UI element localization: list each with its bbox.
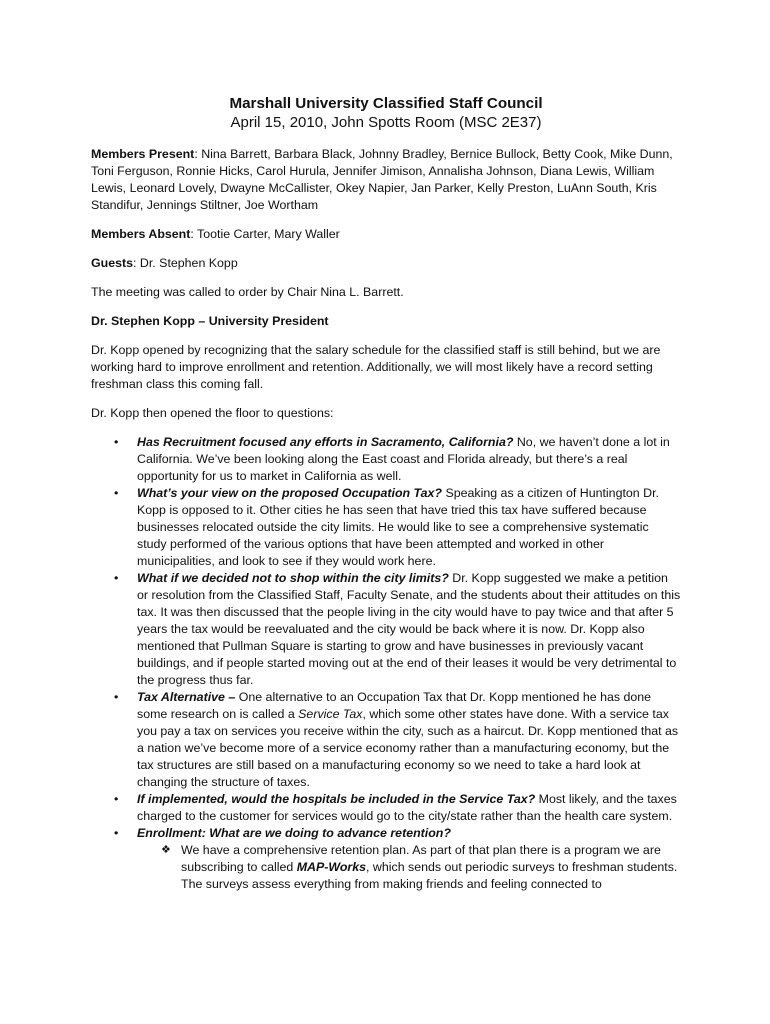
guests-list: : Dr. Stephen Kopp bbox=[133, 256, 238, 270]
question-text: What if we decided not to shop within the city limits? bbox=[137, 571, 449, 585]
list-item bbox=[91, 825, 681, 893]
list-item bbox=[91, 434, 681, 485]
document-body bbox=[91, 94, 681, 893]
members-absent-list: : Tootie Carter, Mary Waller bbox=[190, 227, 340, 241]
members-absent bbox=[91, 226, 681, 243]
section-heading: Dr. Stephen Kopp – University President bbox=[91, 314, 329, 328]
map-works-term: MAP-Works bbox=[296, 860, 367, 874]
answer-text: , which some other states have done. With a service tax you pay a tax on services you receive within the city, such as a haircut. Dr. Kopp mentioned that as a nation we’ve become more of a service economy rather than a manufacturing economy, but the tax structures are still based on a manufacturing economy so we need to take a hard look at changing the structure of taxes. bbox=[137, 707, 679, 789]
document-title: Marshall University Classified Staff Council bbox=[229, 95, 543, 112]
list-item bbox=[91, 791, 681, 825]
question-text: What’s your view on the proposed Occupation Tax? bbox=[137, 486, 442, 500]
answer-text: Most likely, and the taxes charged to the customer for services would go to the city/state rather than the health care system. bbox=[137, 792, 677, 823]
question-text: Has Recruitment focused any efforts in Sacramento, California? bbox=[137, 435, 514, 449]
diamond-bullet-icon: ❖ bbox=[161, 844, 171, 856]
sub-list bbox=[137, 842, 681, 893]
sub-answer-text: We have a comprehensive retention plan. As part of that plan there is a program we are subscribing to called bbox=[181, 843, 661, 874]
members-present-list: : Nina Barrett, Barbara Black, Johnny Bradley, Bernice Bullock, Betty Cook, Mike Dunn, Toni Ferguson, Ronnie Hicks, Carol Hurula, Jennifer Jimison, Annalisha Johnson, Diana Lewis, William Lewis, Leonard Lovely, Dwayne McCallister, Okey Napier, Jan Parker, Kelly Preston, LuAnn South, Kris Standifur, Jennings Stiltner, Joe Wortham bbox=[91, 147, 673, 212]
floor-paragraph: Dr. Kopp then opened the floor to questions: bbox=[91, 406, 334, 420]
answer-text: Dr. Kopp suggested we make a petition or resolution from the Classified Staff, Faculty Senate, and the students about their attitudes on this tax. It was then discussed that the people living in the city would have to pay twice and that after 5 years the tax would be reevaluated and the city would be back where it is now. Dr. Kopp also mentioned that Pullman Square is starting to grow and have businesses in previously vacant buildings, and if people started moving out at the end of their leases it would be very detrimental to the progress thus far. bbox=[137, 571, 681, 687]
answer-text: No, we haven’t done a lot in California. We’ve been looking along the East coast and Florida already, but there’s a real opportunity for us to market in California as well. bbox=[137, 435, 670, 483]
bullet-icon: • bbox=[114, 486, 119, 500]
guests-label: Guests bbox=[91, 256, 134, 270]
answer-text: One alternative to an Occupation Tax that Dr. Kopp mentioned he has done some research on is called a bbox=[137, 690, 652, 721]
service-tax-term: Service Tax bbox=[298, 707, 363, 721]
question-text: Enrollment: What are we doing to advance retention? bbox=[137, 826, 451, 840]
question-list bbox=[91, 434, 681, 893]
question-text: Tax Alternative – bbox=[137, 690, 236, 704]
members-present-label: Members Present bbox=[91, 147, 195, 161]
list-item bbox=[91, 485, 681, 570]
bullet-icon: • bbox=[114, 826, 119, 840]
guests bbox=[91, 255, 681, 272]
sub-answer-text: , which sends out periodic surveys to freshman students. The surveys assess everything from making friends and feeling connected to bbox=[181, 860, 678, 891]
question-text: If implemented, would the hospitals be included in the Service Tax? bbox=[137, 792, 536, 806]
bullet-icon: • bbox=[114, 571, 119, 585]
bullet-icon: • bbox=[114, 435, 119, 449]
intro-paragraph: Dr. Kopp opened by recognizing that the salary schedule for the classified staff is still behind, but we are working hard to improve enrollment and retention. Additionally, we will most likely have a record setting freshman class this coming fall. bbox=[91, 343, 661, 391]
answer-text: Speaking as a citizen of Huntington Dr. Kopp is opposed to it. Other cities he has seen that have tried this tax have suffered because businesses relocated outside the city limits. He would like to see a comprehensive systematic study performed of the various options that have been attempted and worked in other municipalities, and look to see if they would work here. bbox=[137, 486, 659, 568]
members-absent-label: Members Absent bbox=[91, 227, 191, 241]
bullet-icon: • bbox=[114, 792, 119, 806]
list-item bbox=[91, 570, 681, 689]
bullet-icon: • bbox=[114, 690, 119, 704]
list-item bbox=[91, 689, 681, 791]
call-to-order: The meeting was called to order by Chair Nina L. Barrett. bbox=[91, 285, 404, 299]
meeting-date-location: April 15, 2010, John Spotts Room (MSC 2E37) bbox=[230, 114, 542, 131]
sub-list-item bbox=[137, 842, 681, 893]
members-present bbox=[91, 146, 681, 214]
